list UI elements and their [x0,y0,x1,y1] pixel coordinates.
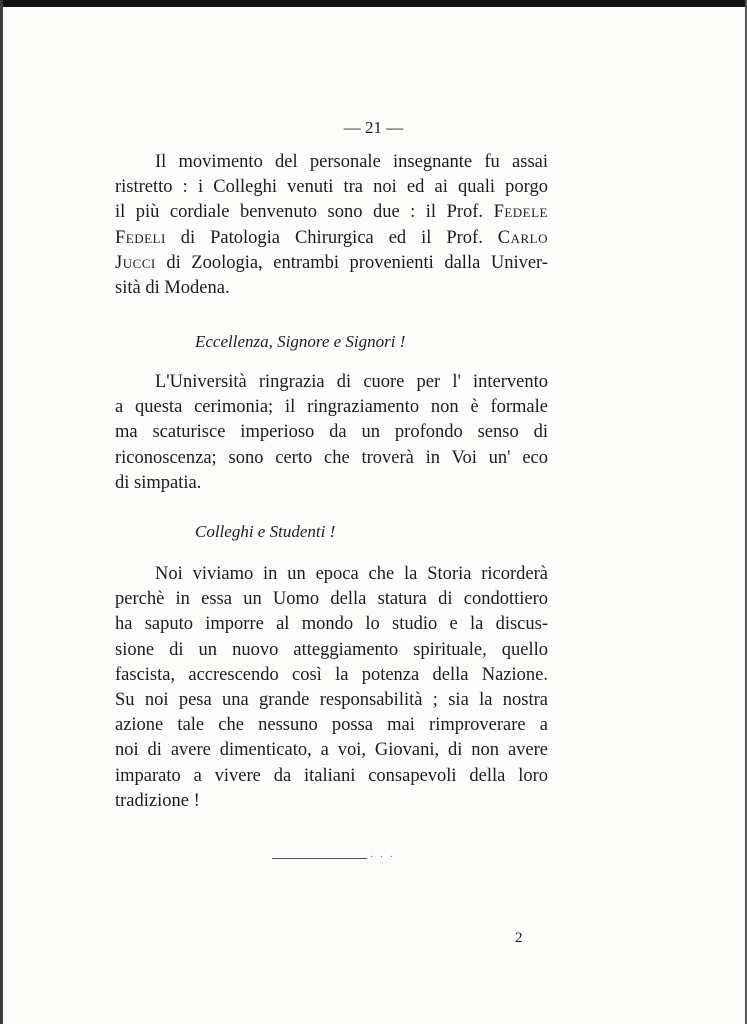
section-heading: Colleghi e Studenti ! [195,522,336,541]
section-heading: Eccellenza, Signore e Signori ! [195,332,406,351]
text-line: noi di avere dimenticato, a voi, Giovani, di non avere [115,740,548,761]
scan-border-top [0,0,747,7]
text-line: ha saputo imporre al mondo lo studio e la discus- [115,614,548,635]
text-line: ma scaturisce imperioso da un profondo senso di [115,422,548,443]
text-fragment: di Zoologia, entrambi provenienti dalla Univer- [166,252,549,273]
person-name: Carlo [497,227,549,248]
paragraph-thanks [115,370,548,496]
text-fragment: il più cordiale benvenuto sono due : il Prof. [115,202,484,223]
text-line: Su noi pesa una grande responsabilità ; sia la nostra [115,690,548,711]
text-line: fascista, accrescendo così la potenza della Nazione. [115,664,548,685]
text-line: azione tale che nessuno possa mai rimproverare a [115,715,548,736]
text-fragment: di Patologia Chirurgica ed il Prof. [180,227,483,248]
page-number: — 21 — [343,118,404,137]
person-name: Jucci [115,252,156,273]
text-line: Il movimento del personale insegnante fu assai [155,152,548,172]
text-line: a questa cerimonia; il ringraziamento non è formale [115,397,548,418]
text-line: Noi viviamo in un epoca che la Storia ricorderà [155,564,548,584]
paragraph-address [115,562,548,814]
section-divider [272,858,367,859]
text-line: di simpatia. [115,472,202,493]
text-line: tradizione ! [115,790,200,811]
text-line: ristretto : i Colleghi venuti tra noi ed ai quali porgo [115,177,548,198]
text-line: imparato a vivere da italiani consapevoli della loro [115,765,548,786]
person-name: Fedele [493,202,549,223]
text-line: L'Università ringrazia di cuore per l' intervento [155,372,548,392]
text-line [115,226,548,251]
divider-dots: · · · [370,852,395,863]
text-line: perchè in essa un Uomo della statura di condottiero [115,589,548,610]
text-line: sità di Modena. [115,278,230,299]
text-line [115,251,548,276]
signature-mark: 2 [515,930,523,946]
text-line: riconoscenza; sono certo che troverà in Voi un' eco [115,447,548,468]
text-line [115,200,548,225]
scan-border-left [0,0,3,1024]
person-name: Fedeli [115,227,166,248]
text-line: sione di un nuovo atteggiamento spirituale, quello [115,639,548,660]
paragraph-faculty-changes [115,150,548,301]
